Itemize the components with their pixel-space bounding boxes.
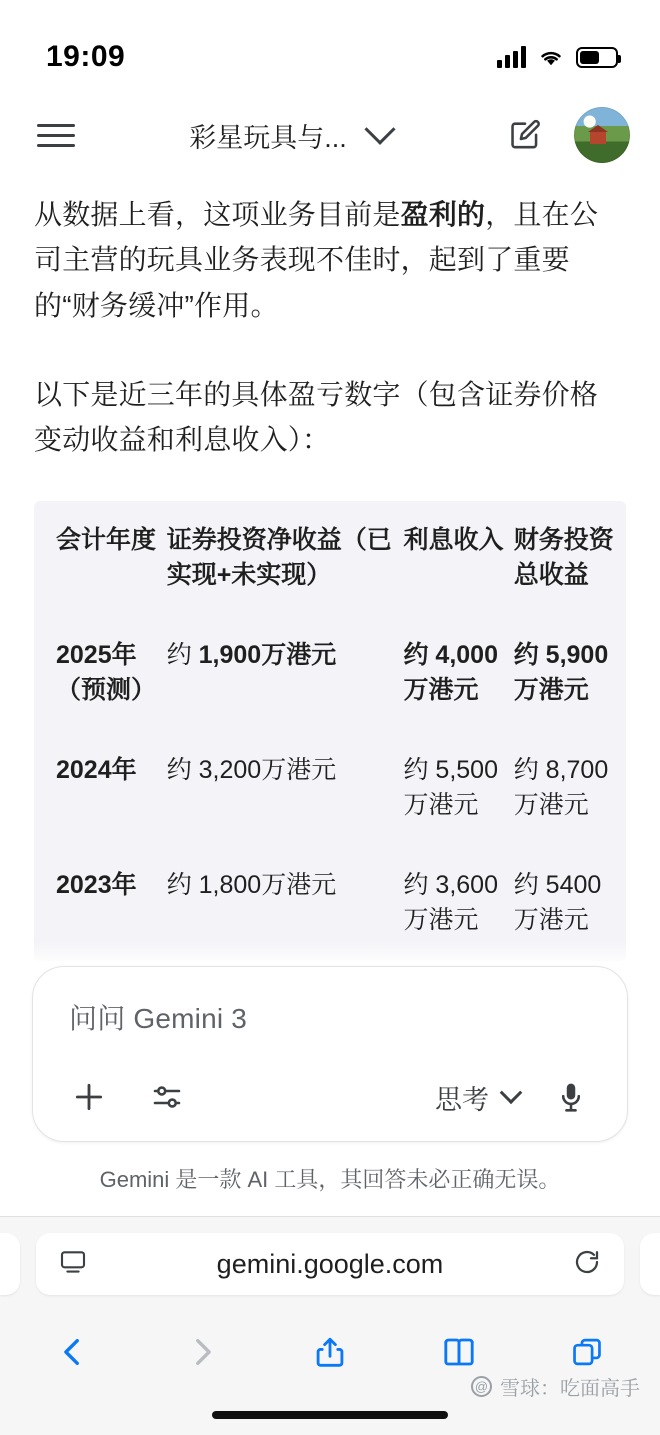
cellular-signal-icon [497,46,526,68]
thinking-mode-button[interactable] [435,1078,519,1117]
financial-table-container [34,501,626,961]
paragraph1-bold: 盈利的 [400,199,486,230]
table-cell-total: 约 8,700万港元 [513,755,609,820]
table-cell-total: 约 5,900万港元 [513,640,609,705]
composer[interactable] [32,966,628,1142]
table-header-row [34,501,626,616]
reload-icon[interactable] [572,1247,602,1282]
thinking-mode-label: 思考 [435,1084,489,1115]
conversation-title-button[interactable] [88,116,492,155]
status-bar [0,0,660,92]
page-title: 彩星玩具与... [189,122,347,153]
hamburger-menu-icon[interactable] [34,113,78,157]
financial-table [34,501,626,961]
table-cell-net-investment: 约 1,800万港元 [166,870,337,899]
table-cell-interest: 约 3,600万港元 [403,870,498,935]
table-cell-interest: 约 4,000万港元 [403,640,498,705]
table-cell-year: 2024年 [56,755,137,784]
net-bold: 1,900万港元 [198,640,337,669]
table-header-cell: 利息收入 [403,525,504,554]
status-time: 19:09 [46,40,126,73]
net-prefix: 约 [166,640,199,669]
table-row [34,846,626,961]
watermark [471,1372,640,1401]
back-arrow-icon[interactable] [44,1323,102,1381]
user-avatar[interactable] [574,107,630,163]
forward-arrow-icon [173,1323,231,1381]
next-tab-peek[interactable] [640,1233,660,1295]
paragraph1-pre: 从数据上看，这项业务目前是 [34,199,401,230]
assistant-paragraph-1 [34,192,626,328]
url-text: gemini.google.com [216,1248,444,1279]
ai-disclaimer: Gemini 是一款 AI 工具，其回答未必正确无误。 [99,1167,561,1192]
table-header-cell: 财务投资总收益 [513,525,614,590]
app-header [0,92,660,178]
previous-tab-peek[interactable] [0,1233,20,1295]
paragraph1-post: ，且在公司主营的玩具业务表现不佳时，起到了重要的“财务缓冲”作用。 [34,199,599,321]
table-header-cell: 证券投资净收益（已实现+未实现） [166,525,392,590]
new-chat-icon[interactable] [502,112,548,158]
composer-toolbar [63,1071,597,1123]
prompt-input[interactable]: 问问 Gemini 3 [69,1003,248,1034]
add-icon[interactable] [63,1071,115,1123]
table-header-cell: 会计年度 [56,525,157,554]
table-cell-year: 2023年 [56,870,137,899]
browser-chrome [0,1216,660,1435]
home-indicator[interactable] [212,1411,448,1419]
conversation-body [0,192,660,961]
table-row [34,616,626,731]
page-settings-icon[interactable] [58,1247,88,1282]
table-cell-total: 约 5400万港元 [513,870,602,935]
table-row [34,731,626,846]
share-icon[interactable] [301,1323,359,1381]
table-cell-net-investment [167,616,404,731]
chevron-down-icon [500,1081,523,1104]
wifi-icon [538,47,564,67]
battery-icon [576,47,618,68]
table-cell-interest: 约 5,500万港元 [403,755,498,820]
microphone-icon[interactable] [545,1071,597,1123]
watermark-icon: @ [471,1376,492,1397]
table-cell-net-investment: 约 3,200万港元 [166,755,337,784]
table-cell-year: 2025年（预测） [56,640,157,705]
url-bar[interactable] [36,1233,624,1295]
watermark-text: 雪球：吃面高手 [500,1378,640,1400]
assistant-paragraph-2: 以下是近三年的具体盈亏数字（包含证券价格变动收益和利息收入）： [34,379,599,456]
tools-sliders-icon[interactable] [141,1071,193,1123]
chevron-down-icon [364,114,395,145]
status-indicators [497,46,618,68]
